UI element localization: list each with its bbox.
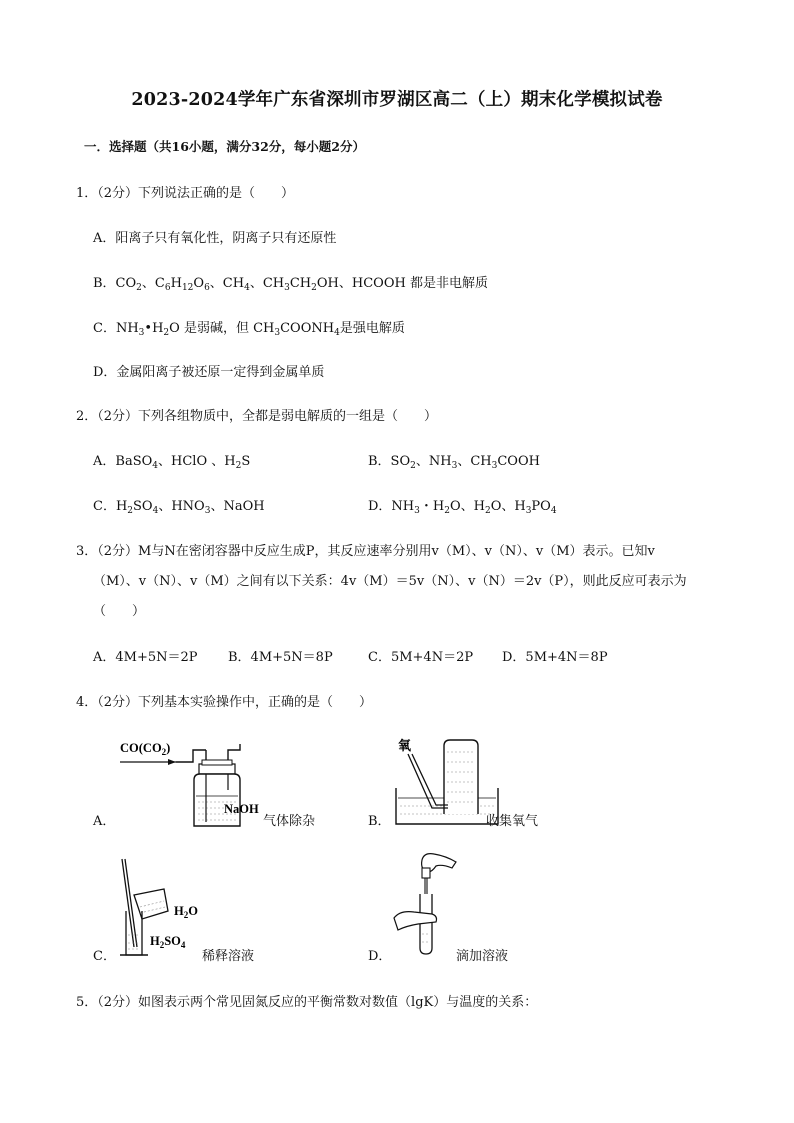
q1-option-d: D．金属阳离子被还原一定得到金属单质 xyxy=(93,365,325,380)
q4-option-c-letter: C． xyxy=(93,949,116,964)
dropper-figure xyxy=(390,850,462,962)
gas-mixture-label: $CO(CO_2)$ xyxy=(120,741,171,757)
q1-stem: 1．（2分）下列说法正确的是（ ） xyxy=(76,186,295,201)
q3-stem-line2: （M）、v（N）、v（M）之间有以下关系：4v（M）＝5v（N）、v（N）＝2v（P），则此反应可表示为 xyxy=(93,574,687,589)
q3-stem-line3: （ ） xyxy=(93,604,146,619)
q3-option-a: A．4M+5N＝2P xyxy=(93,650,198,665)
q4-option-b-letter: B． xyxy=(368,814,391,829)
q2-option-b: B．$SO_2$、$NH_3$、$CH_3COOH$ xyxy=(368,454,540,471)
q1-option-a: A．阳离子只有氧化性，阴离子只有还原性 xyxy=(93,231,337,246)
q2-option-c: C．$H_2SO_4$、$HNO_3$、NaOH xyxy=(93,499,265,516)
q3-option-d: D．5M+4N＝8P xyxy=(502,650,608,665)
water-label: $H_2O$ xyxy=(174,904,198,920)
q3-stem-line1: 3．（2分）M与N在密闭容器中反应生成P，其反应速率分别用v（M）、v（N）、v（M）表示。已知v xyxy=(76,544,655,559)
page-title: 2023-2024学年广东省深圳市罗湖区高二（上）期末化学模拟试卷 xyxy=(131,90,663,110)
q4-option-c-caption: 稀释溶液 xyxy=(202,949,255,964)
q3-option-b: B．4M+5N＝8P xyxy=(228,650,333,665)
q4-option-d-caption: 滴加溶液 xyxy=(456,949,509,964)
q4-option-d-letter: D． xyxy=(368,949,392,964)
section-heading: 一．选择题（共16小题，满分32分，每小题2分） xyxy=(84,139,365,154)
q3-option-c: C．5M+4N＝2P xyxy=(368,650,474,665)
q4-stem: 4．（2分）下列基本实验操作中，正确的是（ ） xyxy=(76,695,373,710)
oxygen-label: 氧 xyxy=(398,738,412,753)
gas-washing-bottle-figure xyxy=(118,730,278,830)
dilution-figure xyxy=(112,855,212,961)
q2-option-d: D．$NH_3$・$H_2O$、$H_2O$、$H_3PO_4$ xyxy=(368,499,557,516)
q4-option-b-caption: 收集氧气 xyxy=(486,814,539,829)
q5-stem: 5．（2分）如图表示两个常见固氮反应的平衡常数对数值（lgK）与温度的关系： xyxy=(76,995,538,1010)
q1-option-b: B．$CO_2$、$C_6H_{12}O_6$、$CH_4$、$CH_3CH_2OH$、HCOOH 都是非电解质 xyxy=(93,276,488,293)
q2-stem: 2．（2分）下列各组物质中，全都是弱电解质的一组是（ ） xyxy=(76,409,438,424)
q1-option-c: C．$NH_3•H_2O$ 是弱碱，但 $CH_3COONH_4$是强电解质 xyxy=(93,321,405,338)
naoh-label: NaOH xyxy=(224,802,259,816)
q4-option-a-caption: 气体除杂 xyxy=(263,814,316,829)
sulfuric-acid-label: $H_2SO_4$ xyxy=(150,934,186,950)
q2-option-a: A．BaSO$_4$、HClO 、$H_2S$ xyxy=(93,454,251,471)
q4-option-a-letter: A． xyxy=(93,814,116,829)
